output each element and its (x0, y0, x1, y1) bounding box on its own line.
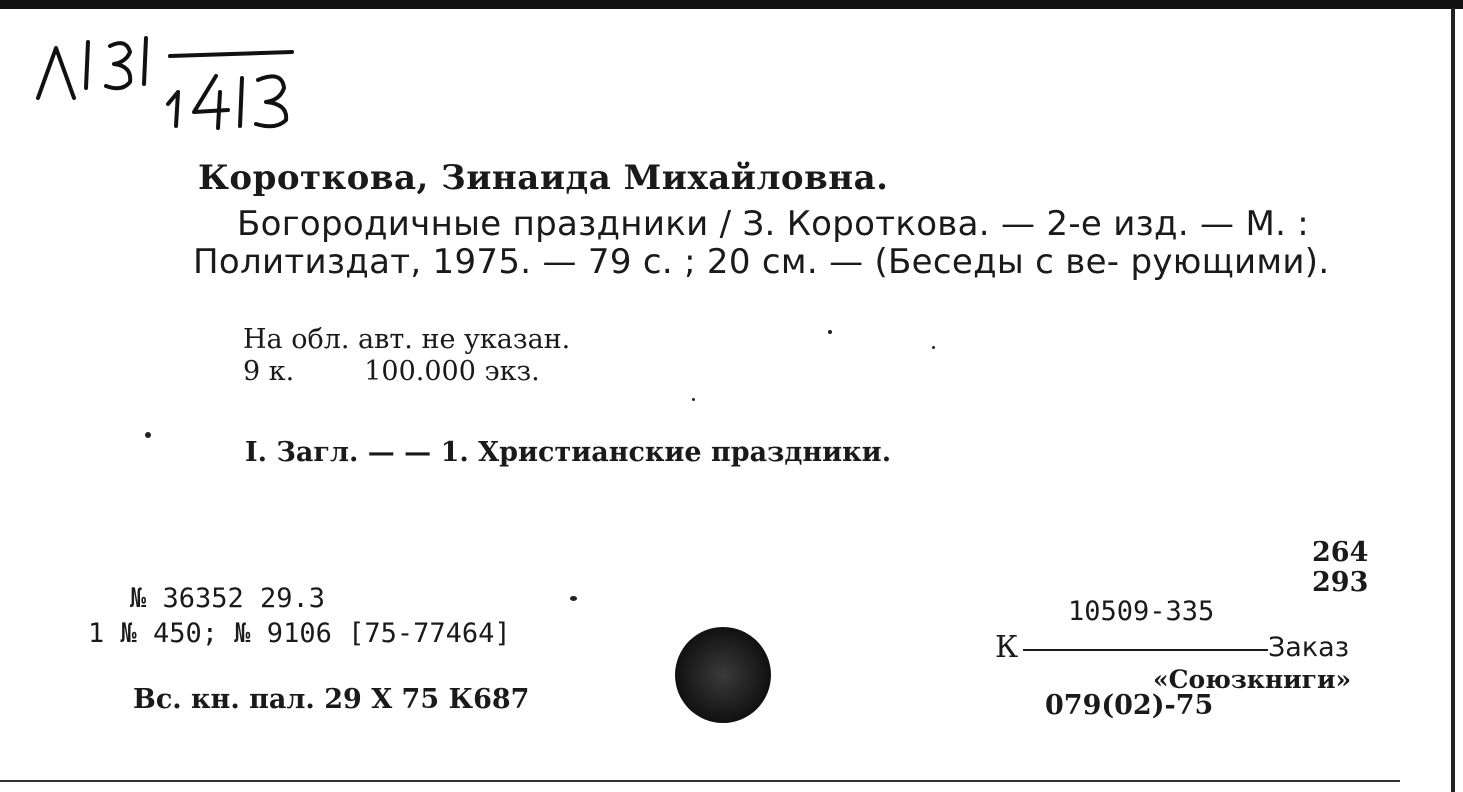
k-letter: К (995, 630, 1019, 665)
publisher-code: 10509-335 (1068, 596, 1215, 627)
record-number: № 36352 29.3 (130, 583, 326, 614)
card-bottom-edge (0, 780, 1400, 782)
order-line (995, 630, 1367, 664)
card-top-edge (0, 0, 1463, 9)
classification-top: 264 (1312, 537, 1369, 568)
udc-code: 079(02)-75 (1045, 690, 1214, 721)
classification-bottom: 293 (1312, 567, 1369, 598)
speck (145, 432, 151, 438)
title-description: Богородичные праздники / З. Короткова. — 2-е изд. — М. : Политиздат, 1975. — 79 с. ; 20 см. — (Беседы с ве- рующими). (193, 204, 1330, 282)
card-punch-hole (675, 627, 771, 723)
card-right-edge (1451, 8, 1455, 792)
publisher-name: «Союзкниги» (1153, 665, 1352, 694)
order-label: Заказ (1268, 632, 1350, 663)
chamber-note: Вс. кн. пал. 29 X 75 К687 (133, 684, 530, 715)
registry-numbers: 1 № 450; № 9106 [75-77464] (88, 618, 511, 649)
note: На обл. авт. не указан. (243, 324, 571, 355)
price: 9 к. (243, 356, 295, 387)
tracing: I. Загл. — — 1. Христианские праздники. (245, 437, 892, 468)
order-rule (1023, 649, 1268, 651)
speck (570, 596, 577, 601)
speck (828, 330, 832, 334)
circulation: 100.000 экз. (364, 356, 540, 387)
price-line (243, 356, 540, 387)
speck (932, 346, 935, 349)
speck (692, 398, 695, 401)
handwritten-shelfmark (30, 30, 320, 130)
author-heading: Короткова, Зинаида Михайловна. (198, 158, 889, 198)
